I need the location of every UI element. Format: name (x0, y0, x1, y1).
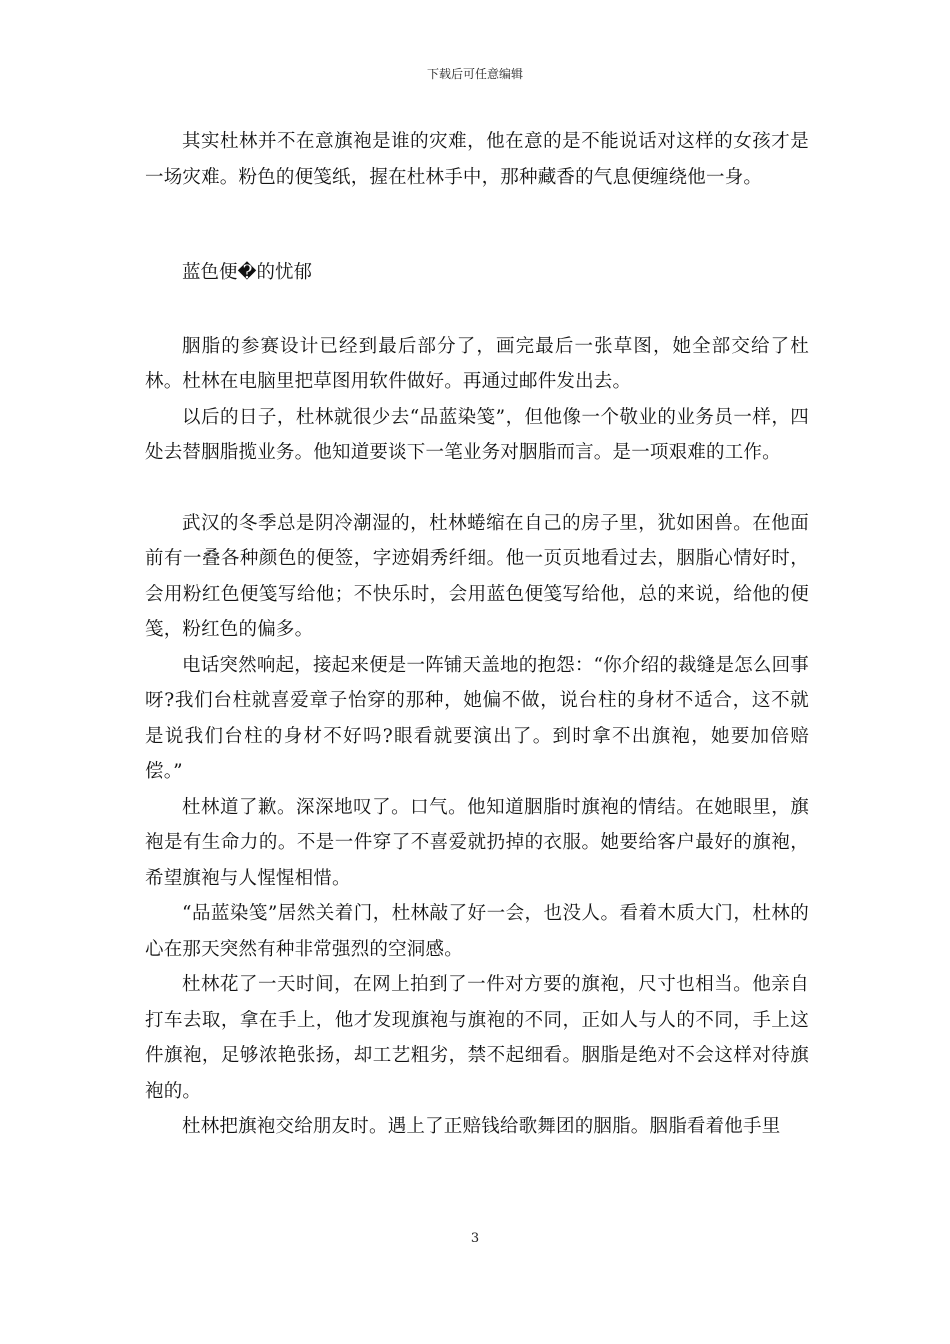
paragraph-spacer (145, 291, 809, 329)
paragraph-spacer (145, 471, 809, 506)
paragraph: 武汉的冬季总是阴冷潮湿的，杜林蜷缩在自己的房子里，犹如困兽。在他面前有一叠各种颜色的便签，字迹娟秀纤细。他一页页地看过去，胭脂心情好时，会用粉红色便笺写给他；不快乐时，会用蓝色便笺写给他，总的来说，给他的便笺，粉红色的偏多。 (145, 512, 809, 640)
paragraph: 胭脂的参赛设计已经到最后部分了，画完最后一张草图，她全部交给了杜林。杜林在电脑里把草图用软件做好。再通过邮件发出去。 (145, 335, 809, 392)
paragraph: 杜林道了歉。深深地叹了。口气。他知道胭脂时旗袍的情结。在她眼里，旗袍是有生命力的。不是一件穿了不喜爱就扔掉的衣服。她要给客户最好的旗袍，希望旗袍与人惺惺相惜。 (145, 796, 809, 889)
section-heading: 蓝色便�的忧郁 (182, 262, 312, 283)
paragraph: 电话突然响起，接起来便是一阵铺天盖地的抱怨：“你介绍的裁缝是怎么回事呀?我们台柱就喜爱章子怡穿的那种，她偏不做，说台柱的身材不适合，这不就是说我们台柱的身材不好吗?眼看就要演出了。到时拿不出旗袍，她要加倍赔偿。” (145, 654, 809, 782)
paragraph-spacer (145, 195, 809, 255)
page-header: 下载后可任意编辑 (426, 67, 523, 81)
paragraph: 杜林把旗袍交给朋友时。遇上了正赔钱给歌舞团的胭脂。胭脂看着他手里 (182, 1116, 781, 1137)
paragraph: 其实杜林并不在意旗袍是谁的灾难，他在意的是不能说话对这样的女孩才是一场灾难。粉色的便笺纸，握在杜林手中，那种藏香的气息便缠绕他一身。 (145, 131, 809, 188)
page-number: 3 (470, 1231, 480, 1246)
paragraph: “品蓝染笺”居然关着门，杜林敲了好一会，也没人。看着木质大门，杜林的心在那天突然有种非常强烈的空洞感。 (145, 903, 809, 960)
paragraph: 杜林花了一天时间，在网上拍到了一件对方要的旗袍，尺寸也相当。他亲自打车去取，拿在手上，他才发现旗袍与旗袍的不同，正如人与人的不同，手上这件旗袍，足够浓艳张扬，却工艺粗劣，禁不起细看。胭脂是绝对不会这样对待旗袍的。 (145, 974, 809, 1102)
document-body (145, 124, 809, 1145)
paragraph: 以后的日子，杜林就很少去“品蓝染笺”，但他像一个敬业的业务员一样，四处去替胭脂揽业务。他知道要谈下一笔业务对胭脂而言。是一项艰难的工作。 (145, 406, 809, 463)
